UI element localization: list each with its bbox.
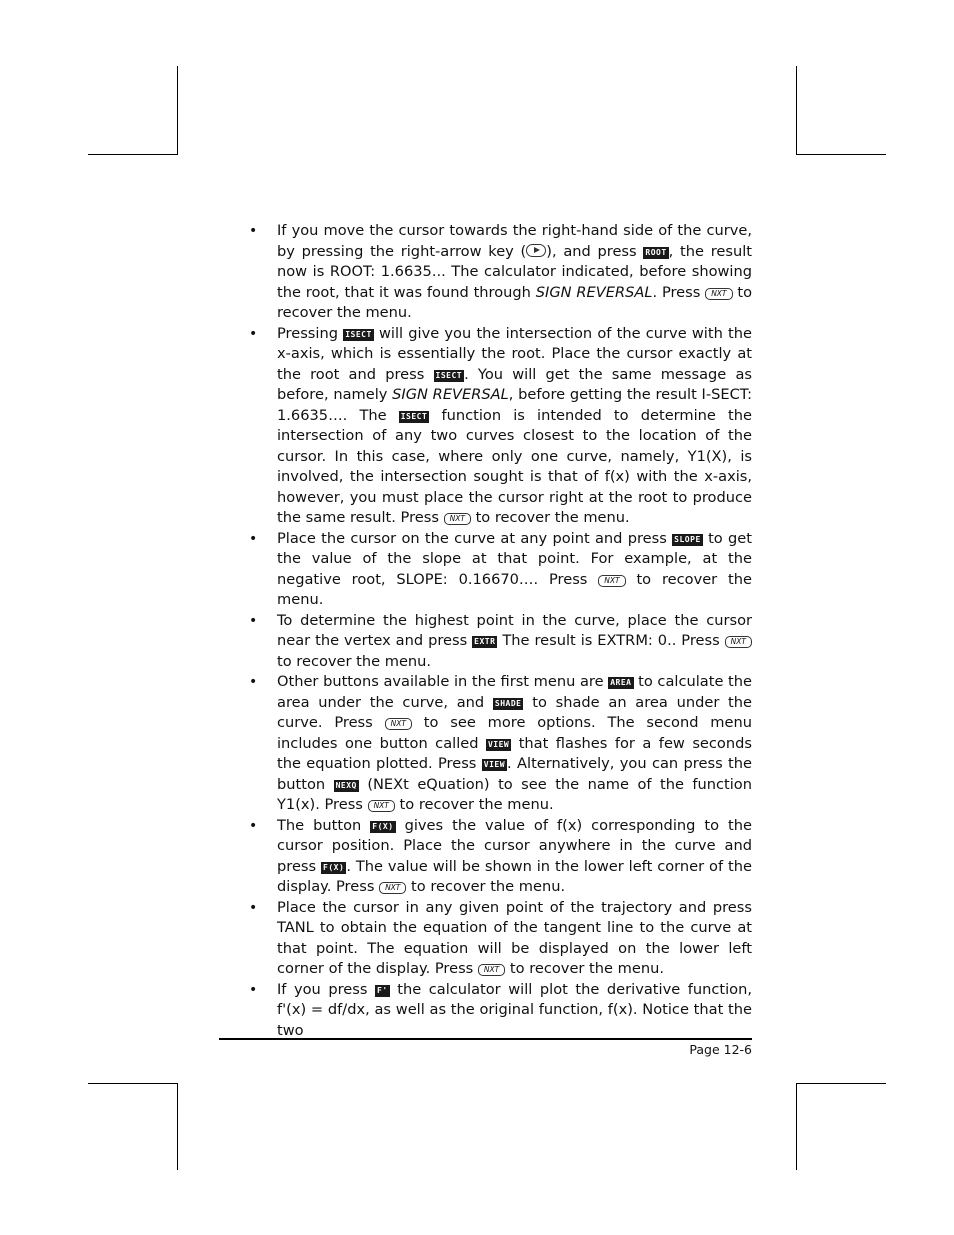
body-text: the calculator will plot the derivative function, f'(x) = df/dx, as well as the original function, f(x). Notice that the two (277, 980, 752, 1039)
soft-menu-key: SHADE (494, 698, 522, 708)
soft-menu-key: NEXQ (335, 780, 357, 790)
body-text: to recover the menu. (470, 509, 630, 526)
body-text: to recover the menu. (277, 283, 753, 321)
nxt-key: NXT (478, 964, 505, 976)
body-text: that flashes for a few seconds the equation plotted. Press (277, 734, 752, 772)
list-item (249, 324, 752, 529)
body-text: To determine the highest point in the curve, place the cursor near the vertex and press (277, 611, 752, 649)
body-text: , before getting the result I-SECT: 1.6635…. The (277, 386, 752, 424)
body-text: to recover the menu. (277, 652, 432, 670)
body-text: to recover the menu. (394, 796, 554, 813)
list-item (249, 529, 752, 611)
list-item (249, 980, 752, 1042)
page-body (249, 221, 752, 1041)
body-text: will give you the intersection of the curve with the x-axis, which is essentially the root. Place the cursor exactly at the root and press (277, 324, 752, 383)
right-arrow-icon (526, 244, 546, 257)
soft-menu-key: F(X) (323, 862, 345, 872)
soft-menu-key: F' (377, 985, 388, 995)
body-text: to recover the menu. (277, 570, 752, 608)
bullet-dot: • (249, 530, 258, 547)
body-text: , the result now is ROOT: 1.6635... The calculator indicated, before showing the root, that it was found through (277, 242, 752, 301)
body-text: Other buttons available in the first menu are (277, 673, 609, 690)
body-text: to calculate the area under the curve, and (277, 673, 753, 711)
body-text: to recover the menu. (505, 960, 664, 977)
crop-mark (796, 1084, 797, 1170)
soft-menu-key: ROOT (645, 247, 667, 257)
body-text: (NEXt eQuation) to see the name of the function Y1(x). Press (277, 775, 752, 813)
bullet-dot: • (249, 817, 258, 834)
body-text: ), and press (546, 242, 644, 260)
nxt-key: NXT (705, 288, 732, 300)
body-text: . You will get the same message as before, namely (277, 365, 752, 403)
body-text: . Press (652, 283, 706, 301)
soft-menu-key: EXTR (474, 637, 496, 646)
bullet-list (249, 221, 752, 1041)
bullet-dot: • (249, 325, 258, 342)
body-text: . The value will be shown in the lower left corner of the display. Press (277, 857, 752, 895)
list-item (249, 611, 752, 673)
body-text: The result is EXTRM: 0.. Press (497, 632, 725, 649)
body-text: function is intended to determine the intersection of any two curves closest to the location of the cursor. In this case, where only one curve, namely, Y1(X), is involved, the intersection sought is that of f(x) with the x-axis, however, you must place the cursor right at the root to produce the same result. Press (277, 406, 753, 526)
soft-menu-key: SLOPE (674, 534, 701, 544)
emphasis-text: SIGN REVERSAL (535, 283, 653, 301)
crop-mark (177, 1084, 178, 1170)
nxt-key: NXT (444, 513, 471, 525)
soft-menu-key: VIEW (487, 739, 510, 749)
list-item (249, 816, 752, 898)
crop-mark (796, 154, 886, 155)
list-item (249, 898, 752, 980)
list-item (249, 672, 752, 816)
crop-mark (177, 66, 178, 154)
body-text: The button (277, 816, 371, 834)
body-text: . Alternatively, you can press the button (277, 755, 752, 793)
soft-menu-key: ISECT (345, 329, 372, 339)
body-text: Place the cursor in any given point of the trajectory and press TANL to obtain the equation of the tangent line to the curve at that point. The equation will be displayed on the lower left corner of the display. Press (277, 898, 752, 977)
page-number: Page 12-6 (689, 1042, 752, 1057)
crop-mark (796, 1083, 886, 1084)
bullet-dot: • (249, 899, 258, 916)
emphasis-text: SIGN REVERSAL (392, 386, 509, 403)
bullet-dot: • (249, 612, 258, 629)
bullet-dot: • (249, 223, 258, 239)
soft-menu-key: F(X) (372, 821, 394, 831)
soft-menu-key: AREA (610, 678, 632, 687)
footer-rule (219, 1038, 752, 1040)
soft-menu-key: ISECT (400, 411, 428, 421)
body-text: gives the value of f(x) corresponding to the cursor position. Place the cursor anywhere in the curve and press (277, 816, 752, 875)
body-text: Place the cursor on the curve at any point and press (277, 529, 673, 547)
body-text: to get the value of the slope at that point. For example, at the negative root, SLOPE: 0.16670…. Press (277, 529, 752, 588)
body-text: If you move the cursor towards the right-hand side of the curve, by pressing the right-arrow key ( (277, 222, 752, 260)
nxt-key: NXT (368, 800, 395, 812)
crop-mark (88, 154, 178, 155)
bullet-dot: • (249, 674, 258, 690)
crop-mark (88, 1083, 178, 1084)
body-text: If you press (277, 980, 376, 998)
soft-menu-key: VIEW (483, 760, 506, 769)
body-text: to see more options. The second menu includes one button called (277, 714, 752, 752)
nxt-key: NXT (725, 636, 752, 648)
nxt-key: NXT (598, 575, 625, 587)
soft-menu-key: ISECT (435, 370, 463, 380)
body-text: Pressing (277, 324, 344, 342)
body-text: to recover the menu. (406, 878, 566, 895)
body-text: to shade an area under the curve. Press (277, 693, 752, 731)
nxt-key: NXT (385, 718, 412, 730)
bullet-dot: • (249, 981, 258, 998)
nxt-key: NXT (379, 882, 406, 894)
list-item (249, 221, 752, 324)
crop-mark (796, 66, 797, 154)
